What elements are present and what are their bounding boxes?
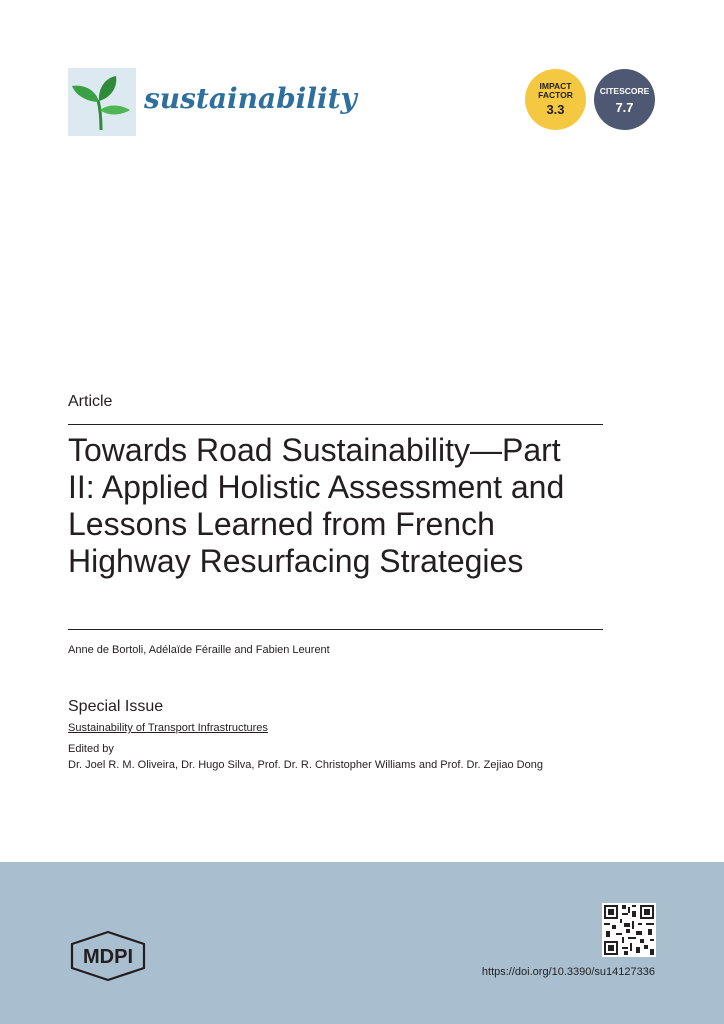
- edited-by-label: Edited by: [68, 743, 114, 755]
- citescore-value: 7.7: [615, 100, 634, 115]
- mdpi-logo[interactable]: [68, 930, 148, 982]
- qr-code-icon: [602, 903, 656, 957]
- doi-link[interactable]: https://doi.org/10.3390/su14127336: [481, 966, 655, 978]
- divider-bottom: [68, 629, 603, 630]
- impact-factor-label: IMPACT FACTOR: [538, 81, 573, 100]
- special-issue-link[interactable]: Sustainability of Transport Infrastructures: [68, 722, 268, 734]
- title-line: II: Applied Holistic Assessment and: [68, 469, 565, 505]
- title-line: Towards Road Sustainability—Part: [68, 432, 561, 468]
- special-issue-heading: Special Issue: [68, 698, 164, 715]
- citescore-badge[interactable]: [594, 69, 655, 130]
- leaf-sprout-icon: [68, 68, 136, 136]
- journal-logo: [68, 68, 136, 136]
- title-line: Highway Resurfacing Strategies: [68, 543, 524, 579]
- author-list: Anne de Bortoli, Adélaïde Féraille and Fabien Leurent: [68, 644, 330, 656]
- title-line: Lessons Learned from French: [68, 506, 495, 542]
- impact-factor-value: 3.3: [546, 102, 565, 117]
- article-title: [68, 432, 608, 580]
- publisher-name: MDPI: [83, 946, 133, 968]
- impact-factor-badge[interactable]: [525, 69, 586, 130]
- article-type: Article: [68, 393, 113, 410]
- divider-top: [68, 424, 603, 425]
- citescore-label: CITESCORE: [599, 86, 650, 96]
- journal-title: sustainability: [144, 82, 357, 115]
- editor-list: Dr. Joel R. M. Oliveira, Dr. Hugo Silva, Prof. Dr. R. Christopher Williams and Prof. Dr. Zejiao Dong: [68, 759, 543, 771]
